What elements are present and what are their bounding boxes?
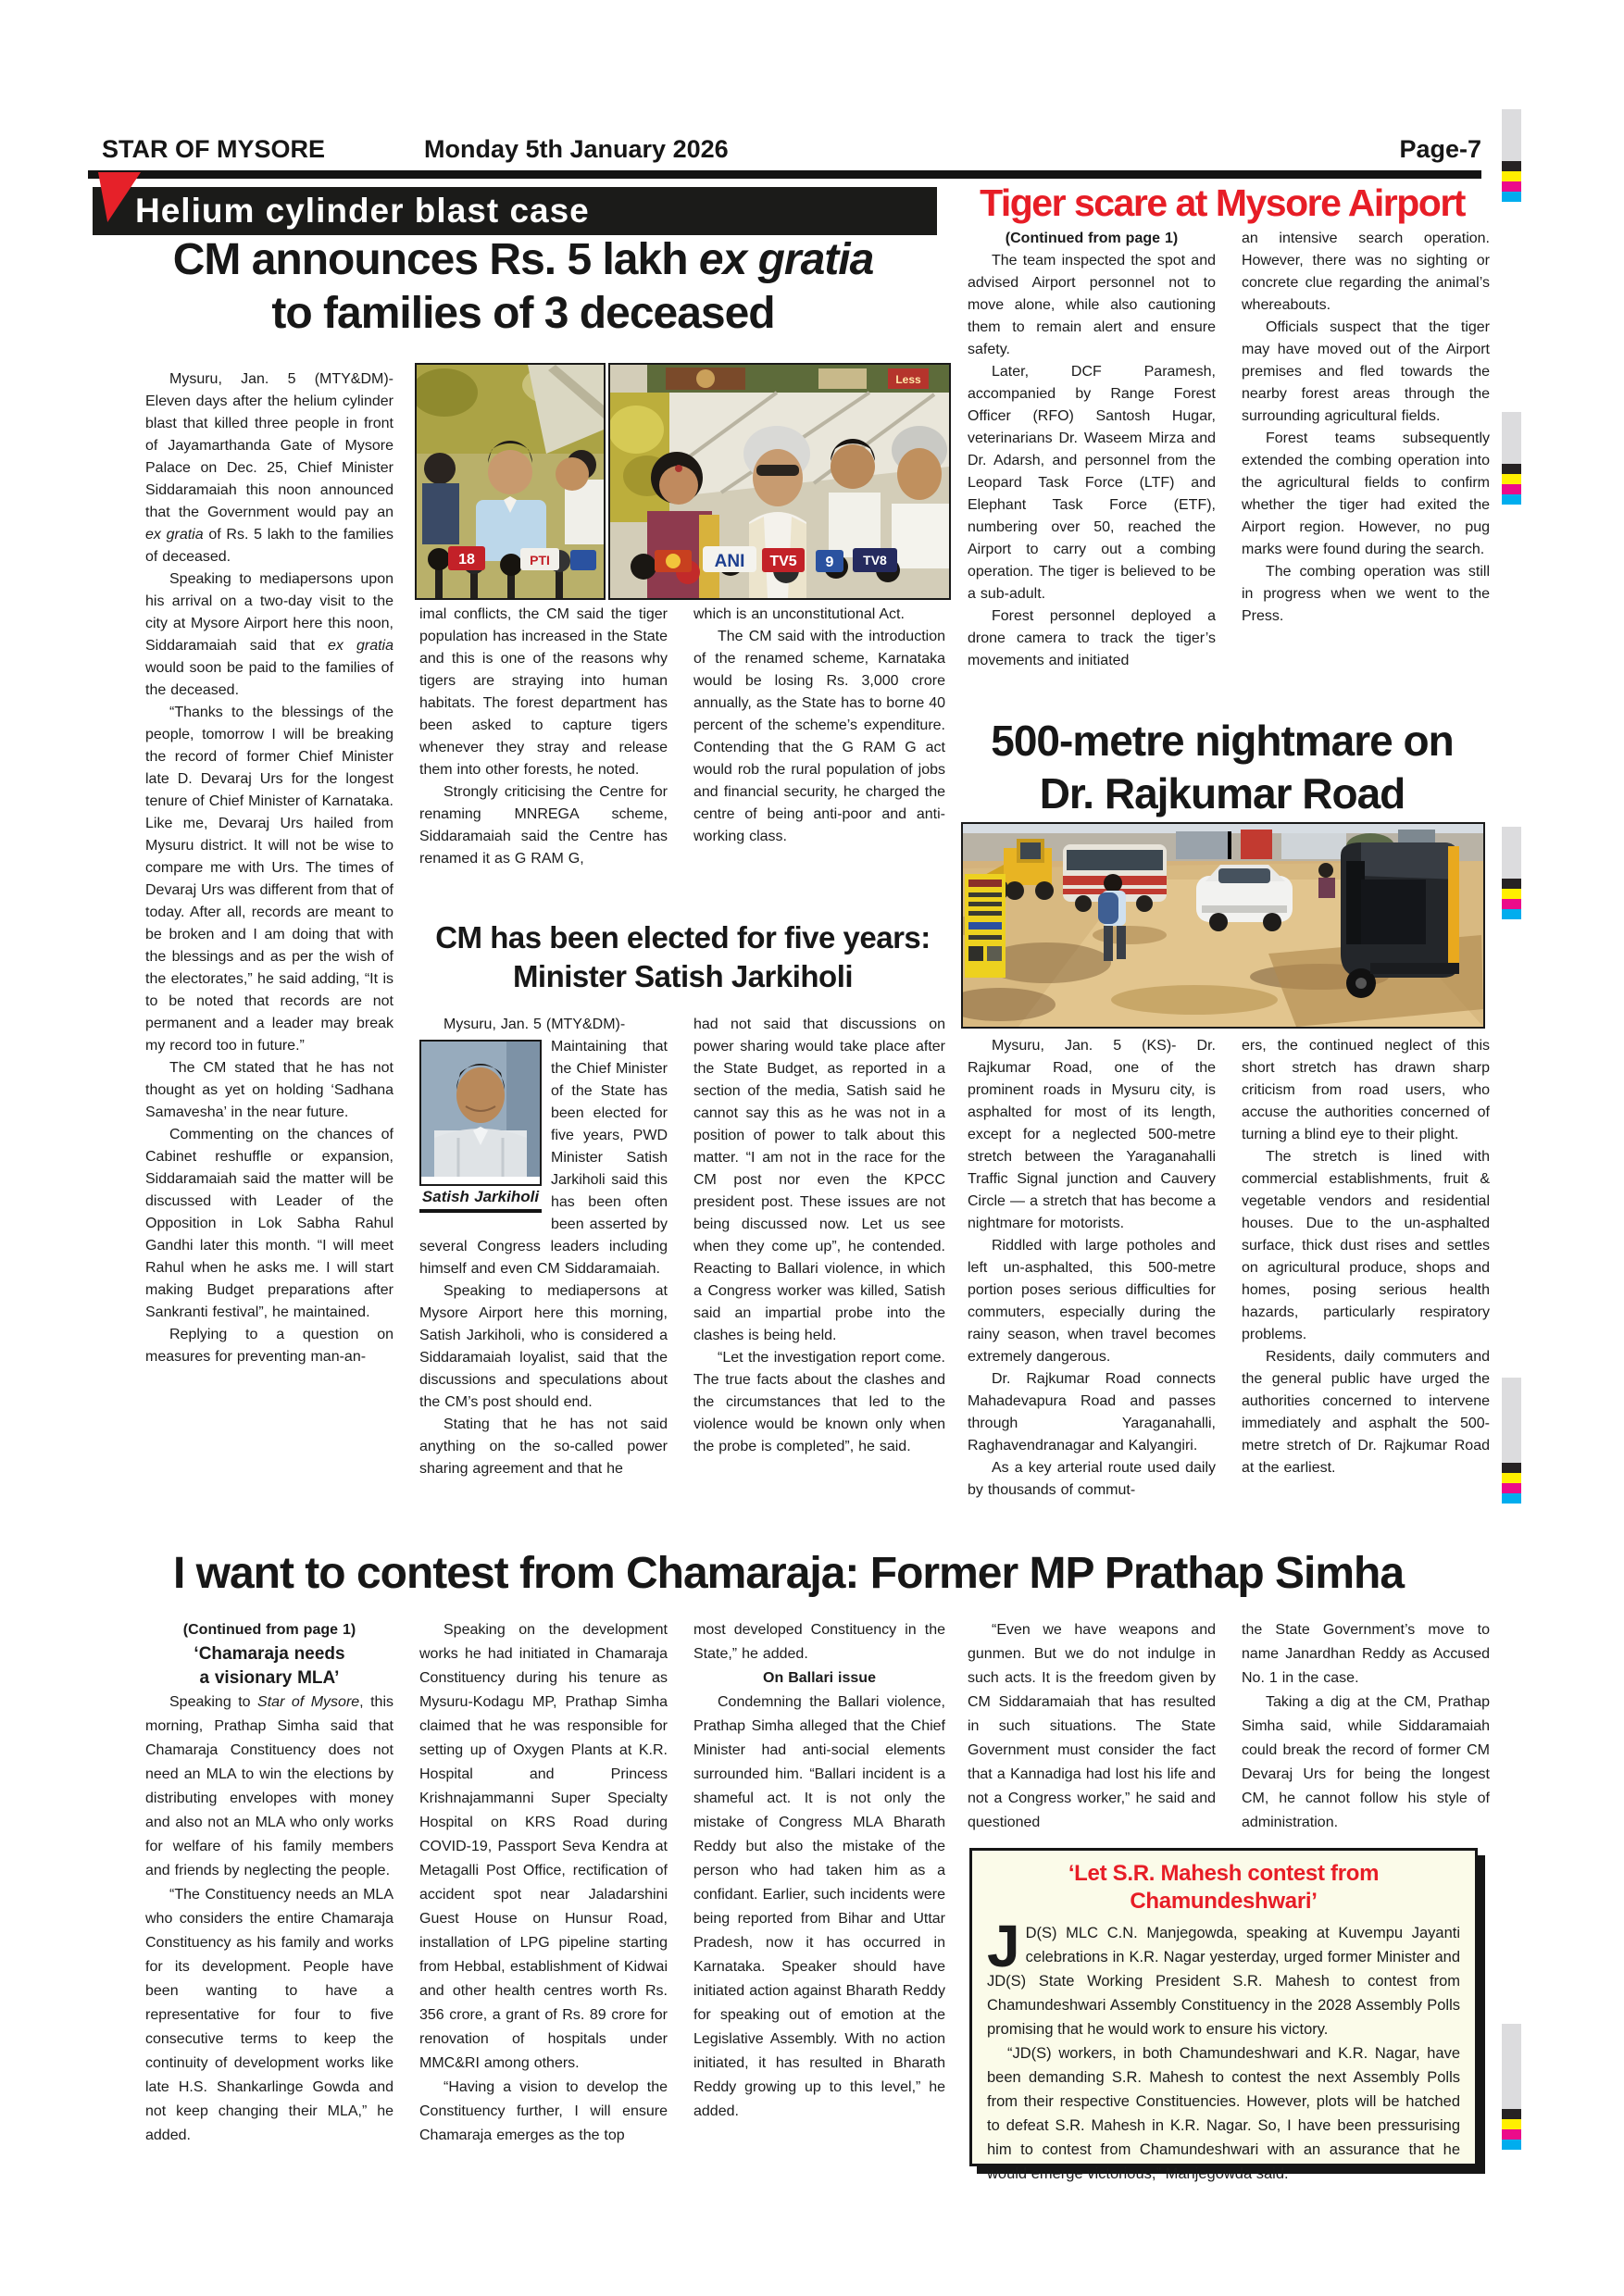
registration-black-bar — [1502, 464, 1521, 474]
simha-story-column-4: “Even we have weapons and gunmen. But we do not indulge in such acts. It is the freedom given by CM Siddaramaiah that has resulted in such situations. The State Government must consider the fact that a Kannadiga had lost his life and not a Congress worker,” he said and questioned — [968, 1622, 1216, 1830]
registration-magenta-bar — [1502, 2129, 1521, 2140]
registration-yellow-bar — [1502, 1473, 1521, 1483]
masthead-rule — [88, 170, 1481, 179]
registration-gray-bar — [1502, 412, 1521, 464]
jarkiholi-portrait — [419, 1040, 542, 1186]
lead-headline-line1: CM announces Rs. 5 lakh ex gratia — [172, 235, 874, 284]
section-banner-label: Helium cylinder blast case — [135, 192, 590, 230]
jarkiholi-headline-line2: Minister Satish Jarkiholi — [512, 959, 854, 993]
registration-yellow-bar — [1502, 171, 1521, 181]
simha-story-column-1: (Continued from page 1) ‘Chamaraja needs a visionary MLA’ Speaking to Star of Mysore, this morning, Prathap Simha said that Chamaraja Constituency does not need an MLA to win the elections by distributing envelopes with money and also not an MLA who only works for welfare of his family members and friends by neglecting the people. “The Constituency needs an MLA who considers the entire Chamaraja Constituency as his family and works for its development. People have been wanting to have a representative for four to five consecutive terms to keep the continuity of development works like late H.S. Shankarlinge Gowda and not keep changing their MLA,” he added. — [145, 1622, 394, 2143]
road-story-column-1: Mysuru, Jan. 5 (KS)- Dr. Rajkumar Road, one of the prominent roads in Mysuru city, is asphalted for most of its length, except for a neglected 500-metre stretch between the Yaraganahalli Traffic Signal junction and Cauvery Circle — a stretch that has become a nightmare for motorists. Riddled with large potholes and left un-asphalted, this 500-metre portion poses serious difficulties for commuters, especially during the rainy season, when travel becomes extremely dangerous. Dr. Rajkumar Road connects Mahadevapura Road and passes through Yaraganahalli, Raghavendranagar and Kalyangiri. As a key arterial route used daily by thousands of commut- — [968, 1038, 1216, 1498]
jarkiholi-headline-line1: CM has been elected for five years: — [435, 920, 931, 955]
registration-black-bar — [1502, 2109, 1521, 2119]
jarkiholi-story-column-1 — [419, 1014, 668, 1540]
road-story-headline — [956, 715, 1489, 820]
jarkiholi-story-headline — [407, 918, 958, 996]
signage-label: Less — [895, 373, 921, 386]
jarkiholi-portrait-figure — [419, 1040, 542, 1213]
lead-story-column-1: Mysuru, Jan. 5 (MTY&DM)- Eleven days after the helium cylinder blast that killed three people in front of Jayamarthanda Gate of Mysore Palace on Dec. 25, Chief Minister Siddaramaiah this noon announced that the Government would pay an ex gratia of Rs. 5 lakh to the families of deceased. Speaking to mediapersons upon his arrival on a two-day visit to the city at Mysore Airport here this noon, Siddaramaiah said that ex gratia would soon be paid to the families of the deceased. “Thanks to the blessings of the people, tomorrow I will be breaking the record of former Chief Minister late D. Devaraj Urs for the longest tenure of Chief Minister of Karnataka. Like me, Devaraj Urs hailed from Mysuru district. It will not be wise to compare me with Urs. The times of Devaraj Urs was different from that of today. After all, records are meant to be broken and I am doing that with the blessings and as per the wish of the electorates,” he said adding, “It is to be noted that records are not permanent and a leader may break my record too in future.” The CM stated that he has not thought as yet on holding ‘Sadhana Samavesha’ in the near future. Commenting on the chances of Cabinet reshuffle or expansion, Siddaramaiah said the matter will be discussed with Leader of the Opposition in Lok Sabha Rahul Gandhi later this month. “I will meet Rahul when he asks me. I will start making Budget preparations after Sankranti festival”, he maintained. Replying to a question on measures for preventing man-an- — [145, 371, 394, 1365]
simha-story-headline: I want to contest from Chamaraja: Former MP Prathap Simha — [172, 1549, 1405, 1598]
jarkiholi-lead-paragraph: Maintaining that the Chief Minister of the State has been elected for five years, PWD Minister Satish Jarkiholi said this has been often been asserted by several Congress leaders including himself and even CM Siddaramaiah. — [419, 1039, 668, 1277]
registration-magenta-bar — [1502, 1483, 1521, 1493]
masthead-page-number: Page-7 — [1399, 135, 1481, 163]
print-registration-marks — [1502, 109, 1521, 202]
masthead-date: Monday 5th January 2026 — [424, 135, 729, 163]
tiger-story-headline: Tiger scare at Mysore Airport — [980, 181, 1465, 224]
cm-press-photo-left-art — [417, 365, 604, 598]
cm-press-photo-left — [415, 363, 606, 600]
simha-story-column-5: the State Government’s move to name Janardhan Reddy as Accused No. 1 in the case. Taking a dig at the CM, Prathap Simha said, while Siddaramaiah could break the record of former CM Devaraj Urs for being the longest CM, he cannot follow his style of administration. — [1242, 1622, 1490, 1830]
registration-magenta-bar — [1502, 484, 1521, 494]
lead-story-column-3: which is an unconstitutional Act. The CM said with the introduction of the renamed scheme, Karnataka would be losing Rs. 3,000 crore annually, as the State has to borne 40 percent of the scheme’s expenditure. Contending that the G RAM G act would rob the rural population of jobs and financial security, he charged the centre of being anti-poor and anti-working class. — [693, 606, 945, 844]
registration-gray-bar — [1502, 2024, 1521, 2109]
jarkiholi-portrait-art — [421, 1042, 540, 1177]
registration-cyan-bar — [1502, 1493, 1521, 1504]
tiger-story-column-1: (Continued from page 1) The team inspected the spot and advised Airport personnel not to move alone, while also cautioning them to remain alert and ensure safety. Later, DCF Paramesh, accompanied by Range Forest Officer (RFO) Santosh Hugar, veterinarians Dr. Waseem Mirza and Dr. Adarsh, and personnel from the Leopard Task Force (LTF) and Elephant Task Force (ETF), numbering over 50, reached the Airport to carry out a combing operation. The tiger is believed to be a sub-adult. Forest personnel deployed a drone camera to track the tiger’s movements and initiated — [968, 231, 1216, 668]
road-photo — [961, 822, 1485, 1029]
lead-story-column-2: imal conflicts, the CM said the tiger population has increased in the State and this is one of the reasons why tigers are straying into human habitats. The forest department has been asked to capture tigers whenever they stray and release them into other forests, he noted. Strongly criticising the Centre for renaming MNREGA scheme, Siddaramaiah said the Centre has renamed it as G RAM G, — [419, 606, 668, 867]
road-photo-art — [963, 824, 1483, 1027]
jarkiholi-column-1-rest: Speaking to mediapersons at Mysore Airport here this morning, Satish Jarkiholi, who is considered a Siddaramaiah loyalist, said that the discussions and speculations about the CM’s post should end. Stating that he has not said anything on the so-called power sharing agreement and that he — [419, 1283, 668, 1477]
section-banner — [93, 187, 937, 235]
registration-black-bar — [1502, 161, 1521, 171]
mahesh-box-body: J D(S) MLC C.N. Manjegowda, speaking at Kuvempu Jayanti celebrations in K.R. Nagar yesterday, urged former Minister and JD(S) State Working President S.R. Mahesh to contest from Chamundeshwari Assembly Constituency in the 2028 Assembly Polls promising that he would work to ensure his victory. “JD(S) workers, in both Chamundeshwari and K.R. Nagar, have been demanding S.R. Mahesh to contest the next Assembly Polls from their respective Constituencies. However, plots will be hatched to defeat S.R. Mahesh in K.R. Nagar. So, I have been pressurising him to contest from Chamundeshwari with an assurance that he would emerge victorious,” Manjegowda said. — [987, 1913, 1460, 2182]
print-registration-marks — [1502, 2024, 1521, 2150]
registration-gray-bar — [1502, 1378, 1521, 1463]
masthead-paper-name: STAR OF MYSORE — [102, 135, 326, 163]
cm-press-photo-right — [608, 363, 951, 600]
mahesh-box-headline: ‘Let S.R. Mahesh contest from Chamundeshwari’ — [1068, 1861, 1380, 1914]
mic-flag-18: 18 — [458, 552, 475, 568]
tiger-story-column-2: an intensive search operation. However, there was no sighting or concrete clue regarding the animal’s whereabouts. Officials suspect that the tiger may have moved out of the Airport premises and fled towards the nearby forest areas through the surrounding agricultural fields. Forest teams subsequently extended the combing operation into the agricultural fields to confirm whether the tiger had exited the Airport region. However, no pug marks were found during the search. The combing operation was still in progress when we went to the Press. — [1242, 231, 1490, 624]
mic-flag-ani: ANI — [714, 552, 745, 571]
registration-yellow-bar — [1502, 474, 1521, 484]
registration-yellow-bar — [1502, 2119, 1521, 2129]
mahesh-box — [969, 1848, 1478, 2182]
simha-story-column-3: most developed Constituency in the State,” he added. On Ballari issue Condemning the Ballari violence, Prathap Simha alleged that the Chief Minister had anti-social elements surrounded him. “Ballari incident is a shameful act. It is not only the mistake of Congress MLA Bharath Reddy but also the mistake of the person who had taken him as a confidant. Earlier, such incidents were being reported from Bihar and Uttar Pradesh, now it has occurred in Karnataka. Speaker should have initiated action against Bharath Reddy for speaking out of emotion at the Legislative Assembly. With no action initiated, it has resulted in Bharath Reddy growing up to this level,” he added. — [693, 1622, 945, 2119]
mic-flag-tv5: TV5 — [769, 554, 797, 569]
jarkiholi-caption-rule — [419, 1209, 542, 1213]
registration-black-bar — [1502, 879, 1521, 889]
registration-cyan-bar — [1502, 909, 1521, 919]
cm-press-photo-right-art — [610, 365, 949, 598]
jarkiholi-story-column-2: had not said that discussions on power sharing would take place after the State Budget, as reported in a section of the media, Satish said he cannot say this as he was not in a position of power to talk about this matter. “I am not in the race for the CM post nor even the KPCC president post. These issues are not being discussed now. Let us see when they come up”, he contended. Reacting to Ballari violence, in which a Congress worker was killed, Satish said an impartial probe into the clashes is being held. “Let the investigation report come. The true facts about the clashes and the circumstances that led to the violence would be known only when the probe is completed”, he said. — [693, 1017, 945, 1454]
simha-story-column-2: Speaking on the development works he had initiated in Chamaraja Constituency during his tenure as Mysuru-Kodagu MP, Prathap Simha claimed that he was responsible for setting up of Oxygen Plants at K.R. Hospital and Princess Krishnajammanni Super Specialty Hospital on KRS Road during COVID-19, Passport Seva Kendra at Metagalli Post Office, rectification of accident spot near Jaladarshini Guest House on Hunsur Road, installation of LPG pipeline starting from Hebbal, establishment of Kidwai and other health centres worth Rs. 356 crore, a grant of Rs. 89 crore for renovation of hospitals under MMC&RI among others. “Having a vision to develop the Constituency further, I will ensure Chamaraja emerges as the top — [419, 1622, 668, 2143]
registration-gray-bar — [1502, 827, 1521, 879]
registration-gray-bar — [1502, 109, 1521, 161]
lead-headline-line2: to families of 3 deceased — [271, 289, 775, 338]
road-headline-line2: Dr. Rajkumar Road — [1039, 769, 1405, 817]
mic-flag-tv8: TV8 — [863, 553, 887, 568]
registration-black-bar — [1502, 1463, 1521, 1473]
jarkiholi-photo-caption: Satish Jarkiholi — [421, 1188, 540, 1205]
print-registration-marks — [1502, 1378, 1521, 1504]
registration-cyan-bar — [1502, 494, 1521, 505]
road-headline-line1: 500-metre nightmare on — [991, 717, 1454, 765]
registration-cyan-bar — [1502, 192, 1521, 202]
jarkiholi-dateline: Mysuru, Jan. 5 (MTY&DM)- — [443, 1017, 626, 1032]
print-registration-marks — [1502, 827, 1521, 919]
registration-yellow-bar — [1502, 889, 1521, 899]
registration-magenta-bar — [1502, 899, 1521, 909]
print-registration-marks — [1502, 412, 1521, 505]
mic-flag-9: 9 — [825, 555, 834, 570]
mic-flag-pti: PTI — [530, 553, 550, 568]
lead-story-headline — [88, 233, 958, 341]
registration-magenta-bar — [1502, 181, 1521, 192]
road-story-column-2: ers, the continued neglect of this short stretch has drawn sharp criticism from road users, who accuse the authorities concerned of turning a blind eye to their plight. The stretch is lined with commercial establishments, fruit & vegetable vendors and residential houses. Due to the un-asphalted surface, thick dust rises and settles on agricultural produce, shops and homes, posing serious health hazards, particularly respiratory problems. Residents, daily commuters and the general public have urged the authorities concerned to intervene immediately and asphalt the 500-metre stretch of Dr. Rajkumar Road at the earliest. — [1242, 1038, 1490, 1476]
registration-cyan-bar — [1502, 2140, 1521, 2150]
